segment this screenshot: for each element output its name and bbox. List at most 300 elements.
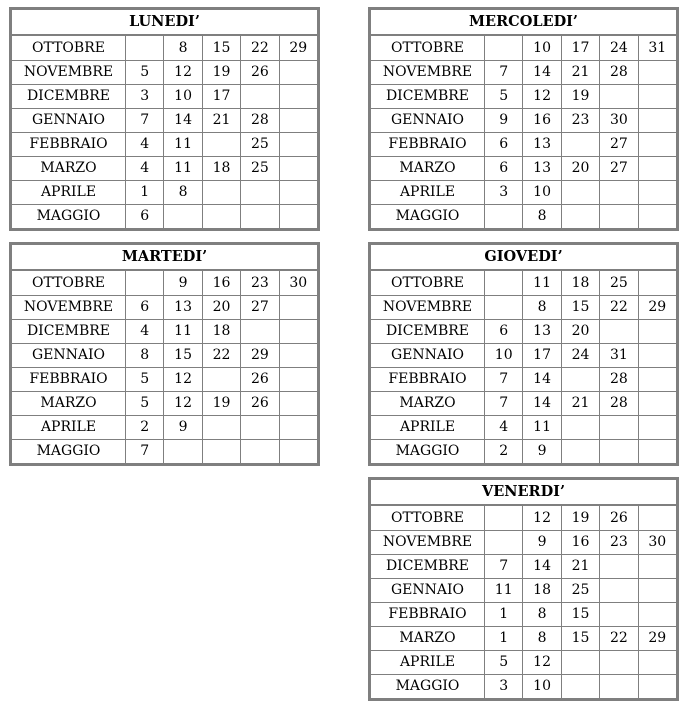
date-cell bbox=[241, 84, 279, 108]
date-cell bbox=[164, 204, 202, 228]
date-cell bbox=[638, 132, 676, 156]
date-cell bbox=[202, 367, 240, 391]
date-cell: 5 bbox=[126, 391, 164, 415]
date-cell: 4 bbox=[126, 156, 164, 180]
table-row bbox=[371, 108, 677, 132]
date-cell: 18 bbox=[561, 270, 599, 295]
date-cell: 27 bbox=[241, 295, 279, 319]
table-row bbox=[12, 156, 318, 180]
date-cell bbox=[561, 674, 599, 698]
date-cell bbox=[279, 60, 317, 84]
table-row bbox=[12, 180, 318, 204]
date-cell bbox=[638, 343, 676, 367]
date-cell bbox=[279, 367, 317, 391]
date-cell: 18 bbox=[202, 156, 240, 180]
calendar-table bbox=[11, 9, 318, 229]
table-row bbox=[12, 270, 318, 295]
date-cell: 8 bbox=[164, 180, 202, 204]
date-cell: 14 bbox=[523, 367, 561, 391]
date-cell bbox=[600, 204, 638, 228]
date-cell bbox=[600, 439, 638, 463]
date-cell: 15 bbox=[202, 35, 240, 60]
date-cell: 23 bbox=[241, 270, 279, 295]
table-row bbox=[371, 530, 677, 554]
month-cell: APRILE bbox=[12, 180, 126, 204]
table-row bbox=[371, 84, 677, 108]
date-cell: 10 bbox=[164, 84, 202, 108]
date-cell: 24 bbox=[600, 35, 638, 60]
date-cell: 30 bbox=[600, 108, 638, 132]
date-cell: 6 bbox=[485, 156, 523, 180]
date-cell: 8 bbox=[523, 204, 561, 228]
date-cell: 5 bbox=[126, 60, 164, 84]
date-cell: 31 bbox=[600, 343, 638, 367]
date-cell: 9 bbox=[164, 415, 202, 439]
table-row bbox=[12, 84, 318, 108]
month-cell: FEBBRAIO bbox=[12, 132, 126, 156]
date-cell bbox=[561, 415, 599, 439]
month-cell: NOVEMBRE bbox=[12, 295, 126, 319]
date-cell: 21 bbox=[561, 391, 599, 415]
date-cell: 6 bbox=[485, 319, 523, 343]
date-cell: 11 bbox=[523, 270, 561, 295]
month-cell: GENNAIO bbox=[12, 343, 126, 367]
table-row bbox=[371, 295, 677, 319]
date-cell: 18 bbox=[202, 319, 240, 343]
table-row bbox=[12, 295, 318, 319]
month-cell: GENNAIO bbox=[371, 108, 485, 132]
date-cell: 22 bbox=[241, 35, 279, 60]
date-cell: 11 bbox=[523, 415, 561, 439]
table-row bbox=[371, 602, 677, 626]
date-cell: 14 bbox=[523, 60, 561, 84]
date-cell: 16 bbox=[561, 530, 599, 554]
date-cell: 10 bbox=[523, 674, 561, 698]
table-row bbox=[371, 415, 677, 439]
date-cell bbox=[638, 439, 676, 463]
date-cell: 13 bbox=[164, 295, 202, 319]
date-cell bbox=[561, 204, 599, 228]
month-cell: DICEMBRE bbox=[12, 319, 126, 343]
date-cell bbox=[279, 415, 317, 439]
table-header-row bbox=[371, 480, 677, 506]
date-cell bbox=[202, 180, 240, 204]
date-cell bbox=[202, 132, 240, 156]
date-cell bbox=[638, 84, 676, 108]
date-cell: 27 bbox=[600, 132, 638, 156]
date-cell bbox=[638, 505, 676, 530]
date-cell: 8 bbox=[164, 35, 202, 60]
table-row bbox=[12, 391, 318, 415]
date-cell: 3 bbox=[485, 180, 523, 204]
date-cell: 1 bbox=[126, 180, 164, 204]
date-cell: 15 bbox=[561, 626, 599, 650]
date-cell: 28 bbox=[241, 108, 279, 132]
month-cell: FEBBRAIO bbox=[371, 367, 485, 391]
date-cell: 28 bbox=[600, 60, 638, 84]
date-cell bbox=[202, 204, 240, 228]
date-cell bbox=[600, 674, 638, 698]
date-cell bbox=[638, 554, 676, 578]
table-row bbox=[371, 343, 677, 367]
month-cell: DICEMBRE bbox=[371, 554, 485, 578]
date-cell bbox=[600, 602, 638, 626]
date-cell: 25 bbox=[561, 578, 599, 602]
month-cell: MARZO bbox=[371, 626, 485, 650]
date-cell: 3 bbox=[485, 674, 523, 698]
date-cell: 26 bbox=[241, 367, 279, 391]
date-cell: 30 bbox=[638, 530, 676, 554]
table-header-row bbox=[371, 10, 677, 36]
date-cell: 12 bbox=[523, 650, 561, 674]
date-cell bbox=[485, 35, 523, 60]
date-cell bbox=[279, 295, 317, 319]
date-cell bbox=[638, 578, 676, 602]
date-cell: 7 bbox=[485, 554, 523, 578]
date-cell: 19 bbox=[561, 84, 599, 108]
date-cell: 25 bbox=[600, 270, 638, 295]
date-cell: 5 bbox=[126, 367, 164, 391]
date-cell bbox=[279, 132, 317, 156]
date-cell: 8 bbox=[523, 602, 561, 626]
table-row bbox=[371, 35, 677, 60]
month-cell: APRILE bbox=[371, 650, 485, 674]
table-row bbox=[12, 319, 318, 343]
date-cell: 12 bbox=[164, 391, 202, 415]
schedule-table-venerdi bbox=[368, 477, 679, 701]
date-cell bbox=[638, 60, 676, 84]
day-title: VENERDI’ bbox=[371, 480, 677, 506]
date-cell: 8 bbox=[523, 626, 561, 650]
table-row bbox=[371, 180, 677, 204]
date-cell: 5 bbox=[485, 84, 523, 108]
date-cell bbox=[638, 204, 676, 228]
date-cell: 28 bbox=[600, 367, 638, 391]
calendar-table bbox=[370, 9, 677, 229]
table-row bbox=[371, 391, 677, 415]
date-cell: 9 bbox=[485, 108, 523, 132]
date-cell: 1 bbox=[485, 602, 523, 626]
month-cell: MAGGIO bbox=[371, 204, 485, 228]
table-row bbox=[12, 35, 318, 60]
month-cell: APRILE bbox=[371, 415, 485, 439]
date-cell bbox=[600, 554, 638, 578]
date-cell: 13 bbox=[523, 132, 561, 156]
date-cell bbox=[638, 108, 676, 132]
month-cell: OTTOBRE bbox=[12, 35, 126, 60]
date-cell bbox=[600, 84, 638, 108]
date-cell: 17 bbox=[202, 84, 240, 108]
month-cell: FEBBRAIO bbox=[371, 132, 485, 156]
month-cell: OTTOBRE bbox=[371, 505, 485, 530]
date-cell: 21 bbox=[202, 108, 240, 132]
table-row bbox=[371, 554, 677, 578]
month-cell: APRILE bbox=[371, 180, 485, 204]
date-cell: 14 bbox=[164, 108, 202, 132]
month-cell: MAGGIO bbox=[371, 439, 485, 463]
date-cell: 29 bbox=[638, 295, 676, 319]
date-cell: 7 bbox=[485, 367, 523, 391]
table-header-row bbox=[371, 245, 677, 271]
schedule-table-mercoledi bbox=[368, 7, 679, 231]
date-cell: 23 bbox=[561, 108, 599, 132]
date-cell bbox=[638, 650, 676, 674]
date-cell: 6 bbox=[126, 295, 164, 319]
date-cell: 17 bbox=[523, 343, 561, 367]
date-cell: 9 bbox=[523, 439, 561, 463]
date-cell bbox=[638, 674, 676, 698]
date-cell: 7 bbox=[126, 108, 164, 132]
month-cell: OTTOBRE bbox=[371, 35, 485, 60]
date-cell bbox=[279, 180, 317, 204]
date-cell bbox=[485, 505, 523, 530]
table-row bbox=[371, 626, 677, 650]
date-cell bbox=[164, 439, 202, 463]
table-row bbox=[371, 270, 677, 295]
date-cell bbox=[485, 270, 523, 295]
table-row bbox=[371, 578, 677, 602]
date-cell: 19 bbox=[202, 391, 240, 415]
date-cell: 27 bbox=[600, 156, 638, 180]
date-cell: 12 bbox=[523, 84, 561, 108]
month-cell: FEBBRAIO bbox=[371, 602, 485, 626]
calendar-table bbox=[370, 479, 677, 699]
date-cell: 29 bbox=[241, 343, 279, 367]
month-cell: GENNAIO bbox=[12, 108, 126, 132]
table-row bbox=[371, 204, 677, 228]
date-cell: 22 bbox=[600, 626, 638, 650]
date-cell bbox=[202, 415, 240, 439]
date-cell: 11 bbox=[485, 578, 523, 602]
date-cell bbox=[561, 180, 599, 204]
date-cell bbox=[241, 319, 279, 343]
date-cell: 3 bbox=[126, 84, 164, 108]
date-cell: 10 bbox=[485, 343, 523, 367]
date-cell: 4 bbox=[126, 132, 164, 156]
date-cell: 15 bbox=[561, 602, 599, 626]
date-cell: 7 bbox=[126, 439, 164, 463]
day-title: LUNEDI’ bbox=[12, 10, 318, 36]
date-cell bbox=[600, 650, 638, 674]
date-cell: 2 bbox=[485, 439, 523, 463]
date-cell bbox=[638, 602, 676, 626]
date-cell: 10 bbox=[523, 180, 561, 204]
calendar-table bbox=[11, 244, 318, 464]
date-cell: 20 bbox=[561, 319, 599, 343]
date-cell bbox=[638, 319, 676, 343]
table-row bbox=[371, 650, 677, 674]
month-cell: FEBBRAIO bbox=[12, 367, 126, 391]
month-cell: NOVEMBRE bbox=[371, 295, 485, 319]
table-row bbox=[371, 367, 677, 391]
date-cell: 5 bbox=[485, 650, 523, 674]
date-cell: 9 bbox=[164, 270, 202, 295]
table-row bbox=[371, 60, 677, 84]
table-header-row bbox=[12, 10, 318, 36]
date-cell: 8 bbox=[523, 295, 561, 319]
month-cell: DICEMBRE bbox=[12, 84, 126, 108]
date-cell: 12 bbox=[164, 367, 202, 391]
date-cell bbox=[638, 391, 676, 415]
date-cell: 16 bbox=[523, 108, 561, 132]
table-row bbox=[12, 204, 318, 228]
table-row bbox=[371, 156, 677, 180]
date-cell: 18 bbox=[523, 578, 561, 602]
schedule-table-giovedi bbox=[368, 242, 679, 466]
month-cell: GENNAIO bbox=[371, 343, 485, 367]
date-cell: 26 bbox=[600, 505, 638, 530]
date-cell bbox=[485, 530, 523, 554]
date-cell: 29 bbox=[638, 626, 676, 650]
date-cell bbox=[279, 391, 317, 415]
date-cell bbox=[561, 439, 599, 463]
date-cell bbox=[279, 204, 317, 228]
month-cell: APRILE bbox=[12, 415, 126, 439]
date-cell: 13 bbox=[523, 319, 561, 343]
date-cell: 20 bbox=[561, 156, 599, 180]
day-title: MARTEDI’ bbox=[12, 245, 318, 271]
date-cell: 2 bbox=[126, 415, 164, 439]
table-row bbox=[371, 439, 677, 463]
date-cell bbox=[600, 319, 638, 343]
table-header-row bbox=[12, 245, 318, 271]
date-cell: 19 bbox=[561, 505, 599, 530]
date-cell bbox=[241, 439, 279, 463]
date-cell: 7 bbox=[485, 391, 523, 415]
date-cell: 22 bbox=[202, 343, 240, 367]
date-cell bbox=[279, 156, 317, 180]
date-cell: 4 bbox=[485, 415, 523, 439]
date-cell: 14 bbox=[523, 391, 561, 415]
table-row bbox=[371, 132, 677, 156]
date-cell bbox=[126, 35, 164, 60]
date-cell bbox=[279, 108, 317, 132]
table-row bbox=[12, 108, 318, 132]
date-cell: 21 bbox=[561, 60, 599, 84]
date-cell: 25 bbox=[241, 156, 279, 180]
date-cell bbox=[638, 367, 676, 391]
date-cell: 30 bbox=[279, 270, 317, 295]
date-cell: 22 bbox=[600, 295, 638, 319]
date-cell: 4 bbox=[126, 319, 164, 343]
month-cell: OTTOBRE bbox=[12, 270, 126, 295]
date-cell bbox=[279, 84, 317, 108]
schedule-table-lunedi bbox=[9, 7, 320, 231]
table-row bbox=[12, 132, 318, 156]
date-cell: 31 bbox=[638, 35, 676, 60]
month-cell: DICEMBRE bbox=[371, 319, 485, 343]
date-cell bbox=[126, 270, 164, 295]
table-row bbox=[371, 505, 677, 530]
date-cell: 24 bbox=[561, 343, 599, 367]
schedule-table-martedi bbox=[9, 242, 320, 466]
date-cell: 14 bbox=[523, 554, 561, 578]
date-cell bbox=[561, 132, 599, 156]
month-cell: MAGGIO bbox=[12, 439, 126, 463]
date-cell bbox=[600, 180, 638, 204]
date-cell bbox=[561, 367, 599, 391]
date-cell bbox=[600, 415, 638, 439]
date-cell: 29 bbox=[279, 35, 317, 60]
date-cell: 20 bbox=[202, 295, 240, 319]
date-cell bbox=[600, 578, 638, 602]
date-cell bbox=[279, 319, 317, 343]
table-row bbox=[12, 60, 318, 84]
date-cell bbox=[638, 180, 676, 204]
date-cell: 15 bbox=[561, 295, 599, 319]
table-row bbox=[371, 319, 677, 343]
month-cell: MARZO bbox=[12, 391, 126, 415]
date-cell: 9 bbox=[523, 530, 561, 554]
date-cell bbox=[202, 439, 240, 463]
date-cell: 12 bbox=[164, 60, 202, 84]
table-row bbox=[12, 439, 318, 463]
date-cell: 11 bbox=[164, 132, 202, 156]
date-cell bbox=[485, 295, 523, 319]
month-cell: MARZO bbox=[371, 156, 485, 180]
date-cell: 13 bbox=[523, 156, 561, 180]
table-row bbox=[12, 343, 318, 367]
month-cell: MARZO bbox=[371, 391, 485, 415]
date-cell bbox=[638, 270, 676, 295]
date-cell: 1 bbox=[485, 626, 523, 650]
date-cell bbox=[279, 439, 317, 463]
date-cell bbox=[638, 415, 676, 439]
date-cell bbox=[241, 204, 279, 228]
date-cell: 11 bbox=[164, 156, 202, 180]
date-cell bbox=[485, 204, 523, 228]
date-cell: 28 bbox=[600, 391, 638, 415]
calendar-table bbox=[370, 244, 677, 464]
date-cell bbox=[279, 343, 317, 367]
date-cell: 17 bbox=[561, 35, 599, 60]
month-cell: MAGGIO bbox=[12, 204, 126, 228]
date-cell bbox=[638, 156, 676, 180]
month-cell: GENNAIO bbox=[371, 578, 485, 602]
day-title: MERCOLEDI’ bbox=[371, 10, 677, 36]
date-cell bbox=[561, 650, 599, 674]
date-cell: 7 bbox=[485, 60, 523, 84]
date-cell: 23 bbox=[600, 530, 638, 554]
month-cell: OTTOBRE bbox=[371, 270, 485, 295]
month-cell: DICEMBRE bbox=[371, 84, 485, 108]
date-cell: 12 bbox=[523, 505, 561, 530]
day-title: GIOVEDI’ bbox=[371, 245, 677, 271]
date-cell: 26 bbox=[241, 60, 279, 84]
month-cell: NOVEMBRE bbox=[12, 60, 126, 84]
date-cell: 25 bbox=[241, 132, 279, 156]
date-cell: 8 bbox=[126, 343, 164, 367]
date-cell: 6 bbox=[126, 204, 164, 228]
date-cell bbox=[241, 415, 279, 439]
date-cell: 26 bbox=[241, 391, 279, 415]
month-cell: MARZO bbox=[12, 156, 126, 180]
date-cell: 21 bbox=[561, 554, 599, 578]
date-cell: 19 bbox=[202, 60, 240, 84]
table-row bbox=[12, 415, 318, 439]
date-cell: 16 bbox=[202, 270, 240, 295]
date-cell: 15 bbox=[164, 343, 202, 367]
date-cell: 11 bbox=[164, 319, 202, 343]
date-cell: 10 bbox=[523, 35, 561, 60]
month-cell: NOVEMBRE bbox=[371, 60, 485, 84]
month-cell: NOVEMBRE bbox=[371, 530, 485, 554]
table-row bbox=[371, 674, 677, 698]
table-row bbox=[12, 367, 318, 391]
date-cell: 6 bbox=[485, 132, 523, 156]
month-cell: MAGGIO bbox=[371, 674, 485, 698]
date-cell bbox=[241, 180, 279, 204]
